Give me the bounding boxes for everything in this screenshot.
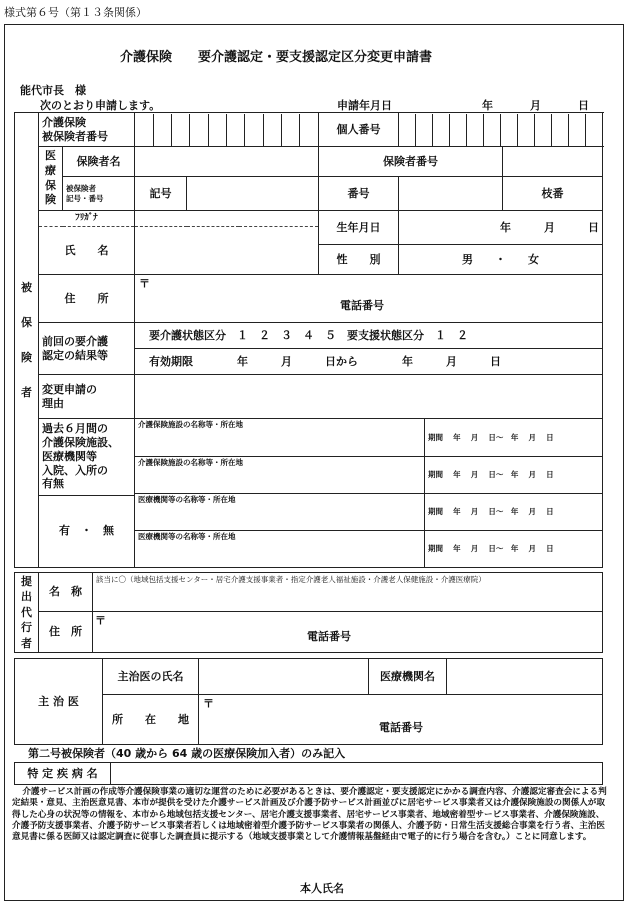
doctor-phone-label: 電話番号	[379, 721, 423, 734]
facility-period[interactable]: 期間 年 月 日～ 年 月 日	[425, 419, 602, 456]
birthdate-parts: 年 月 日	[399, 211, 603, 245]
intro-text: 次のとおり申請します。	[40, 99, 161, 112]
name-field[interactable]	[135, 227, 319, 275]
facility-row	[135, 530, 602, 567]
disease-field[interactable]	[111, 763, 603, 785]
facility-name-field[interactable]: 介護保険施設の名称等・所在地	[135, 419, 425, 456]
insurer-name-field[interactable]	[135, 147, 319, 177]
presence-options[interactable]: 有 ・ 無	[39, 495, 135, 568]
facility-row	[135, 493, 602, 530]
sex-options[interactable]: 男 ・ 女	[399, 245, 603, 275]
care-level-line[interactable]: 要介護状態区分 １ ２ ３ ４ ５ 要支援状態区分 １ ２	[135, 323, 603, 349]
individual-number-field[interactable]	[399, 113, 603, 147]
agent-table	[14, 572, 603, 653]
insurer-number-field[interactable]	[503, 147, 603, 177]
number-field[interactable]	[399, 177, 503, 211]
institution-label: 医療機関名	[369, 659, 447, 695]
individual-number-label: 個人番号	[319, 113, 399, 147]
agent-name-note[interactable]: 該当に〇（地域包括支援センター・居宅介護支援事業者・指定介護老人福祉施設・介護老人保健施設・介護医療院）	[96, 575, 486, 584]
agent-side-label: 提 出 代 行 者	[15, 573, 39, 653]
insured-code-label: 被保険者 記号・番号	[63, 177, 135, 211]
application-date-year: 年	[482, 99, 493, 112]
sex-label: 性 別	[319, 245, 399, 275]
name-label: 氏 名	[39, 227, 135, 275]
location-label: 所 在 地	[103, 695, 199, 745]
change-reason-label: 変更申請の 理由	[39, 375, 135, 419]
facility-period[interactable]: 期間 年 月 日～ 年 月 日	[425, 456, 602, 493]
agent-address-label: 住 所	[39, 611, 93, 652]
address-field[interactable]	[135, 275, 603, 323]
address-label: 住 所	[39, 275, 135, 323]
disease-label: 特 定 疾 病 名	[15, 763, 111, 785]
addressee: 能代市長 様	[20, 84, 86, 97]
insured-side-label: 被 保 険 者	[15, 113, 39, 568]
form-title: 介護保険 要介護認定・要支援認定区分変更申請書	[120, 50, 433, 65]
facility-name-field[interactable]: 医療機関等の名称等・所在地	[135, 530, 425, 567]
agent-address-field[interactable]	[93, 611, 603, 652]
doctor-label: 主 治 医	[15, 659, 103, 745]
application-date-month: 月	[530, 99, 541, 112]
signature-label: 本人氏名	[300, 882, 344, 895]
postal-mark: 〒	[139, 277, 150, 290]
validity-line[interactable]: 有効期限 年 月 日から 年 月 日	[135, 349, 603, 375]
application-date-day: 日	[578, 99, 589, 112]
facility-period[interactable]: 期間 年 月 日～ 年 月 日	[425, 493, 602, 530]
agent-name-field[interactable]	[93, 573, 603, 612]
facility-history-label: 過去６月間の 介護保険施設、 医療機関等 入院、入所の 有無	[39, 419, 135, 496]
agent-name-label: 名 称	[39, 573, 93, 612]
previous-result-label: 前回の要介護 認定の結果等	[39, 323, 135, 375]
number-label: 番号	[319, 177, 399, 211]
form-number: 様式第６号（第１３条関係）	[4, 6, 147, 19]
furigana-label: ﾌﾘｶﾞﾅ	[39, 211, 135, 227]
second-insured-note: 第二号被保険者（40 歳から 64 歳の医療保険加入者）のみ記入	[28, 747, 346, 760]
medical-insurance-label: 医 療 保 険	[39, 147, 63, 211]
facility-row	[135, 456, 602, 493]
facility-name-field[interactable]: 介護保険施設の名称等・所在地	[135, 456, 425, 493]
doctor-name-field[interactable]	[199, 659, 369, 695]
location-field[interactable]	[199, 695, 603, 745]
facility-row	[135, 419, 602, 456]
agent-phone-label: 電話番号	[307, 629, 351, 643]
insured-number-field[interactable]	[135, 113, 319, 147]
application-date-label: 申請年月日	[337, 99, 392, 112]
furigana-field[interactable]	[135, 211, 319, 227]
insurer-number-label: 保険者番号	[319, 147, 503, 177]
doctor-name-label: 主治医の氏名	[103, 659, 199, 695]
symbol-label: 記号	[135, 177, 187, 211]
consent-text: 介護サービス計画の作成等介護保険事業の適切な運営のために必要があるときは、要介護認定・要支援認定にかかる調査内容、介護認定審査会による判定結果・意見、主治医意見書、本市が提供を受けた介護サービス計画及び介護予防サービス計画並びに居宅サービス事業者又は介護保険施設の関係人が取得した心身の状況等の情報を、本市から地域包括支援センター、居宅介護支援事業者、居宅サービス事業者、地域密着型サービス事業者、介護保険施設、介護予防支援事業者、介護予防サービス事業者若しくは地域密着型介護予防サービス事業者の関係人、介護予防・日常生活支援総合事業を行う者、主治医意見書に係る医師又は認定調査に従事した調査員に提示する（地域支援事業として介護情報基盤経由で電子的に行う場合を含む。）ことに同意します。	[12, 787, 607, 843]
symbol-field[interactable]	[187, 177, 319, 211]
disease-table	[14, 762, 603, 785]
phone-label: 電話番号	[340, 299, 384, 312]
birthdate-label: 生年月日	[319, 211, 399, 245]
facility-name-field[interactable]: 医療機関等の名称等・所在地	[135, 493, 425, 530]
change-reason-field[interactable]	[135, 375, 603, 419]
insurer-name-label: 保険者名	[63, 147, 135, 177]
facility-list	[135, 419, 603, 568]
agent-postal-mark: 〒	[95, 613, 106, 627]
doctor-postal-mark: 〒	[203, 697, 214, 710]
signature-field[interactable]	[360, 878, 590, 896]
institution-field[interactable]	[447, 659, 603, 695]
facility-period[interactable]: 期間 年 月 日～ 年 月 日	[425, 530, 602, 567]
branch-label: 枝番	[503, 177, 603, 211]
insured-table	[14, 112, 603, 568]
doctor-table	[14, 658, 603, 745]
facility-table	[135, 419, 602, 567]
insured-number-label: 介護保険 被保険者番号	[39, 113, 135, 147]
